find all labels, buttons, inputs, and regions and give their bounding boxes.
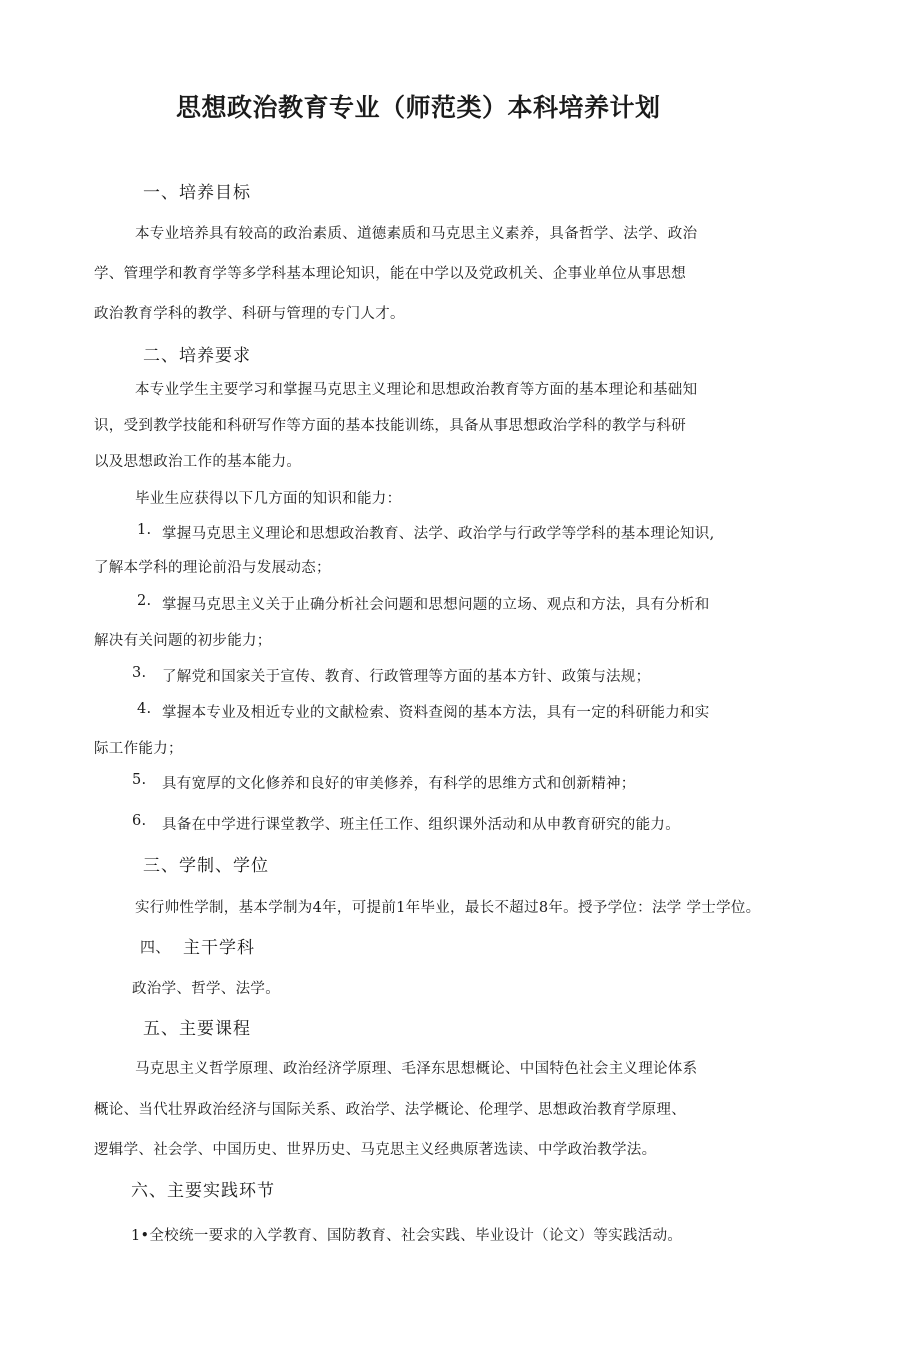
paragraph-line: 概论、当代壮界政治经济与国际关系、政治学、法学概论、伦理学、思想政治教育学原理、	[94, 1102, 686, 1118]
list-item-text: 具备在中学进行课堂教学、班主任工作、组织课外活动和从申教育研究的能力。	[162, 817, 680, 833]
paragraph-line: 政治学、哲学、法学。	[132, 981, 280, 997]
section-heading-objectives: 一、培养目标	[143, 183, 251, 203]
section-heading-text: 主干学科	[183, 938, 255, 958]
list-item-number: 1.	[137, 522, 152, 538]
section-heading-practice: 六、主要实践环节	[131, 1181, 275, 1201]
paragraph-line: 以及思想政治工作的基本能力。	[94, 454, 302, 470]
section-heading-requirements: 二、培养要求	[143, 346, 251, 366]
section-heading-main-courses: 五、主要课程	[143, 1019, 251, 1039]
paragraph-line: 学、管理学和教育学等多学科基本理论知识，能在中学以及党政机关、企事业单位从事思想	[94, 266, 686, 282]
list-item-number: 3.	[132, 665, 147, 681]
paragraph-line: 马克思主义哲学原理、政治经济学原理、毛泽东思想概论、中国特色社会主义理论体系	[135, 1061, 698, 1077]
paragraph-line: 本专业学生主要学习和掌握马克思主义理论和思想政治教育等方面的基本理论和基础知	[135, 382, 698, 398]
paragraph-line: 逻辑学、社会学、中国历史、世界历史、马克思主义经典原著选读、中学政治教学法。	[94, 1142, 657, 1158]
list-item-text: 掌握马克思主义关于止确分析社会问题和思想问题的立场、观点和方法，具有分析和	[162, 597, 710, 613]
list-item-text: 了解本学科的理论前沿与发展动态；	[94, 560, 331, 576]
list-item-number: 6.	[132, 813, 147, 829]
paragraph-line: 识，受到教学技能和科研写作等方面的基本技能训练，具备从事思想政治学科的教学与科研	[94, 418, 686, 434]
section-heading-duration-degree: 三、学制、学位	[143, 856, 269, 876]
list-item-number: 4.	[137, 701, 152, 717]
list-item-text: 际工作能力；	[94, 741, 183, 757]
paragraph-line: 政治教育学科的教学、科研与管理的专门人才。	[94, 306, 405, 322]
document-title: 思想政治教育专业（师范类）本科培养计划	[176, 93, 661, 122]
paragraph-line: 实行帅性学制，基本学制为4年，可提前1年毕业，最长不超过8年。授予学位：法学 学士学位。	[135, 900, 761, 916]
list-item-number: 5.	[132, 772, 147, 788]
list-item-text: 解决有关问题的初步能力；	[94, 633, 272, 649]
paragraph-line: 毕业生应获得以下几方面的知识和能力：	[135, 491, 402, 507]
list-item-text: 了解党和国家关于宣传、教育、行政管理等方面的基本方针、政策与法规；	[162, 669, 651, 685]
list-item-text: 掌握马克思主义理论和思想政治教育、法学、政治学与行政学等学科的基本理论知识,	[162, 526, 715, 542]
list-item-text: 掌握本专业及相近专业的文献检索、资料查阅的基本方法，具有一定的科研能力和实	[162, 705, 710, 721]
list-item-number: 2.	[137, 593, 152, 609]
paragraph-line: 本专业培养具有较高的政治素质、道德素质和马克思主义素养，具备哲学、法学、政治	[135, 226, 698, 242]
section-heading-number: 四、	[140, 938, 171, 956]
list-item-text: 具有宽厚的文化修养和良好的审美修养，有科学的思维方式和创新精神；	[162, 776, 636, 792]
paragraph-line: 1•全校统一要求的入学教育、国防教育、社会实践、毕业设计（论文）等实践活动。	[131, 1228, 683, 1244]
